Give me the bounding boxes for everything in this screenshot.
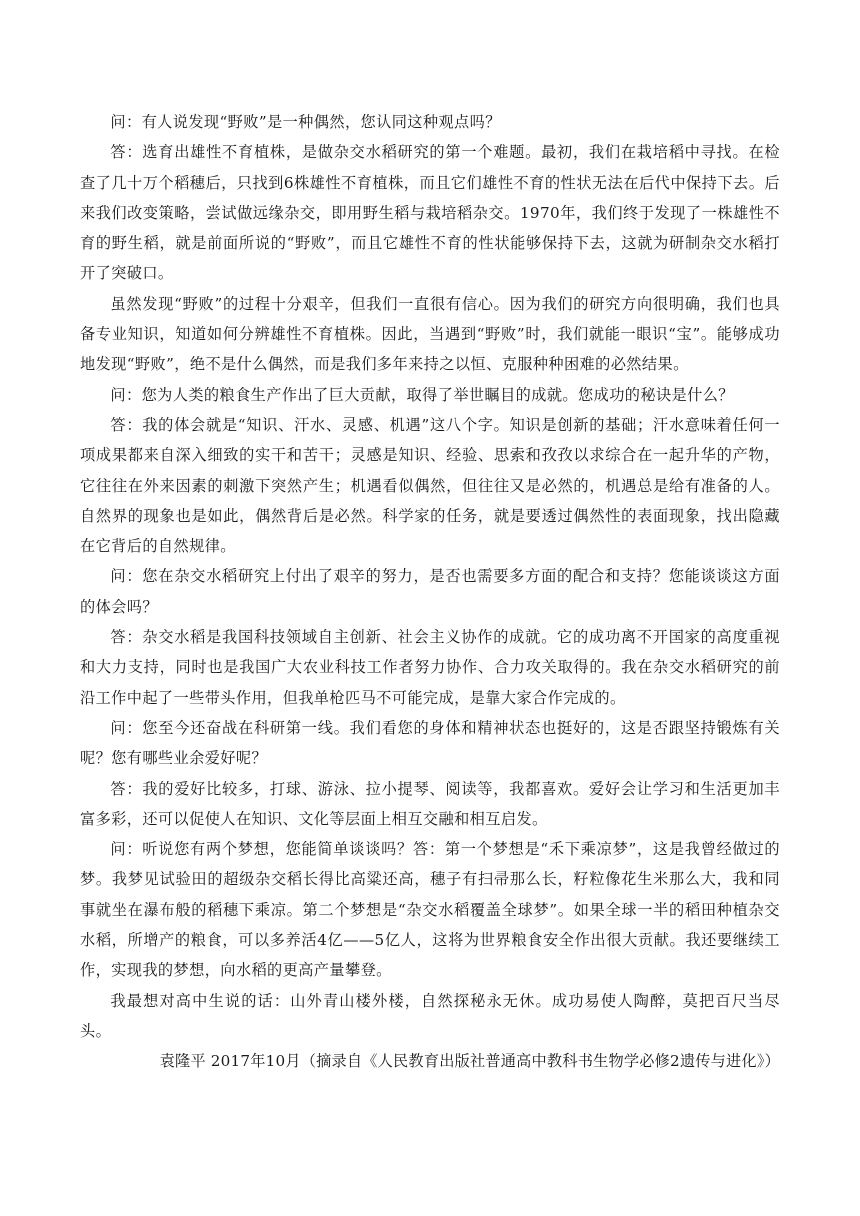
signature-line: 袁隆平 2017年10月（摘录自《人民教育出版社普通高中教科书生物学必修2遗传与进化》）	[159, 1052, 780, 1071]
answer-paragraph: 虽然发现“野败”的过程十分艰辛，但我们一直很有信心。因为我们的研究方向很明确，我们也具备专业知识，知道如何分辨雄性不育植株。因此，当遇到“野败”时，我们就能一眼识“宝”。能够成功地发现“野败”，绝不是什么偶然，而是我们多年来持之以恒、克服种种困难的必然结果。	[80, 294, 780, 374]
closing-message: 我最想对高中生说的话：山外青山楼外楼，自然探秘永无休。成功易使人陶醉，莫把百尺当尽头。	[80, 991, 780, 1040]
answer-paragraph: 答：选育出雄性不育植株，是做杂交水稻研究的第一个难题。最初，我们在栽培稻中寻找。在检查了几十万个稻穗后，只找到6株雄性不育植株，而且它们雄性不育的性状无法在后代中保持下去。后来我们改变策略，尝试做远缘杂交，即用野生稻与栽培稻杂交。1970年，我们终于发现了一株雄性不育的野生稻，就是前面所说的“野败”，而且它雄性不育的性状能够保持下去，这就为研制杂交水稻打开了突破口。	[80, 143, 780, 283]
answer-paragraph: 答：杂交水稻是我国科技领域自主创新、社会主义协作的成就。它的成功离不开国家的高度重视和大力支持，同时也是我国广大农业科技工作者努力协作、合力攻关取得的。我在杂交水稻研究的前沿工作中起了一些带头作用，但我单枪匹马不可能完成，是靠大家合作完成的。	[80, 628, 780, 707]
answer-paragraph: 答：我的体会就是“知识、汗水、灵感、机遇”这八个字。知识是创新的基础；汗水意味着任何一项成果都来自深入细致的实干和苦干；灵感是知识、经验、思索和孜孜以求综合在一起升华的产物，它往往在外来因素的刺激下突然产生；机遇看似偶然，但往往又是必然的，机遇总是给有准备的人。自然界的现象也是如此，偶然背后是必然。科学家的任务，就是要透过偶然性的表面现象，找出隐藏在它背后的自然规律。	[80, 415, 780, 556]
question-answer-paragraph: 问：听说您有两个梦想，您能简单谈谈吗？答：第一个梦想是“禾下乘凉梦”，这是我曾经做过的梦。我梦见试验田的超级杂交稻长得比高粱还高，穗子有扫帚那么长，籽粒像花生米那么大，我和同事就坐在瀑布般的稻穗下乘凉。第二个梦想是“杂交水稻覆盖全球梦”。如果全球一半的稻田种植杂交水稻，所增产的粮食，可以多养活4亿——5亿人，这将为世界粮食安全作出很大贡献。我还要继续工作，实现我的梦想，向水稻的更高产量攀登。	[80, 840, 780, 980]
answer-paragraph: 答：我的爱好比较多，打球、游泳、拉小提琴、阅读等，我都喜欢。爱好会让学习和生活更加丰富多彩，还可以促使人在知识、文化等层面上相互交融和相互启发。	[80, 779, 780, 828]
question-paragraph: 问：您至今还奋战在科研第一线。我们看您的身体和精神状态也挺好的，这是否跟坚持锻炼有关呢？您有哪些业余爱好呢？	[80, 718, 780, 768]
question-paragraph: 问：您在杂交水稻研究上付出了艰辛的努力，是否也需要多方面的配合和支持？您能谈谈这方面的体会吗？	[80, 567, 780, 616]
question-paragraph: 问：您为人类的粮食生产作出了巨大贡献，取得了举世瞩目的成就。您成功的秘诀是什么？	[110, 385, 734, 404]
document-body	[80, 107, 780, 1077]
question-paragraph: 问：有人说发现“野败”是一种偶然，您认同这种观点吗？	[110, 113, 501, 131]
